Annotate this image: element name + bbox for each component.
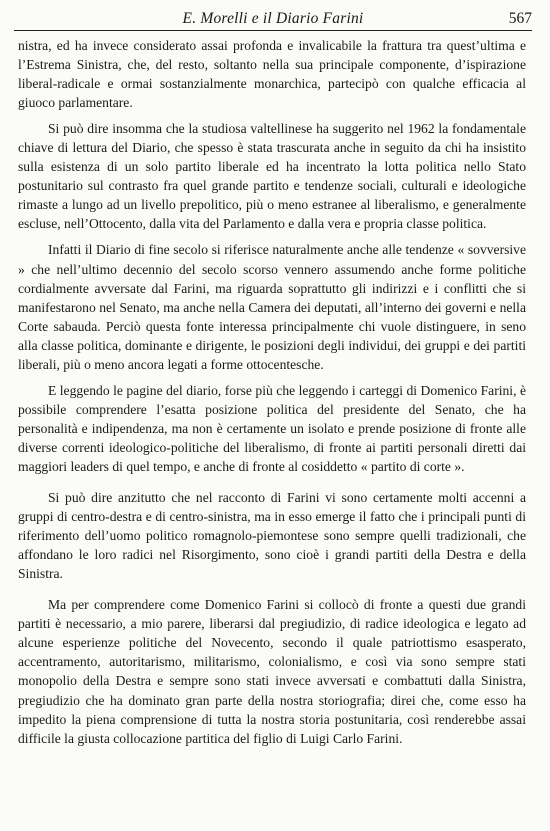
paragraph: Si può dire anzitutto che nel racconto di Farini vi sono certamente molti accenni a gruppi di centro-destra e di centro-sinistra, ma in esso emerge il fatto che i principali punti di riferimento dell’uomo politico romagnolo-piemontese sono sempre quelli tradizionali, che affondano le loro radici nel Risorgimento, sono cioè i grandi partiti della Destra e della Sinistra. <box>18 490 526 582</box>
running-header <box>14 8 532 31</box>
running-title: E. Morelli e il Diario Farini <box>182 10 364 27</box>
paragraph: E leggendo le pagine del diario, forse più che leggendo i carteggi di Domenico Farini, è possibile comprendere l’esatta posizione politica del presidente del Senato, che ha personalità e indipendenza, ma non è certamente un isolato e prende posizione di fronte alle diverse correnti ideologico-politiche del liberalismo, di fronte ai partiti personali diretti dai maggiori leaders di quel tempo, e anche di fronte al cosiddetto « partito di corte ». <box>18 382 526 474</box>
paragraph: Si può dire insomma che la studiosa valtellinese ha suggerito nel 1962 la fondamentale chiave di lettura del Diario, che spesso è stata trascurata anche in seguito da chi ha insistito sulla esistenza di un solo partito liberale ed ha incentrato la lotta politica nello Stato postunitario sul contrasto fra quel grande partito e tendenze sociali, culturali e ideologiche rimaste a lungo ad un livello prepolitico, più o meno estranee al liberalismo, e generalmente escluse, nell’Ottocento, dalla vita del Parlamento e dalla vera e propria classe politica. <box>18 121 526 232</box>
paragraph: Ma per comprendere come Domenico Farini si collocò di fronte a questi due grandi partiti è necessario, a mio parere, liberarsi dal pregiudizio, di radice ideologica e legato ad alcune esperienze politiche del Novecento, secondo il quale patriottismo esasperato, accentramento, autoritarismo, militarismo, colonialismo, e così via sono sempre stati monopolio della Destra e sempre sono stati invece avversati e combattuti dalla Sinistra, pregiudizio che ha dominato gran parte della nostra storiografia; direi che, come esso ha impedito la piena comprensione di tutta la nostra storia postunitaria, così renderebbe assai difficile la giusta collocazione partitica del figlio di Luigi Carlo Farini. <box>18 597 526 746</box>
page-body <box>18 36 526 755</box>
paragraph: Infatti il Diario di fine secolo si riferisce naturalmente anche alle tendenze « sovversive » che nell’ultimo decennio del secolo scorso vennero assumendo anche forme politiche cordialmente avversate dal Farini, ma riguarda soprattutto gli indirizzi e i conflitti che si manifestarono nel Senato, ma anche nella Camera dei deputati, all’interno dei governi e nella Corte sabauda. Perciò questa fonte interessa principalmente chi vuole distinguere, in seno alla classe politica, dominante e dirigente, le posizioni degli individui, dei gruppi e dei partiti liberali, più o meno ancora legati a forme ottocentesche. <box>18 242 526 372</box>
paragraph: nistra, ed ha invece considerato assai profonda e invalicabile la frattura tra quest’ultima e l’Estrema Sinistra, che, del resto, soltanto nella sua principale componente, d’ispirazione liberal-radicale e ormai sostanzialmente monarchica, partecipò con qualche efficacia al giuoco parlamentare. <box>18 38 526 111</box>
page-number: 567 <box>508 10 532 27</box>
